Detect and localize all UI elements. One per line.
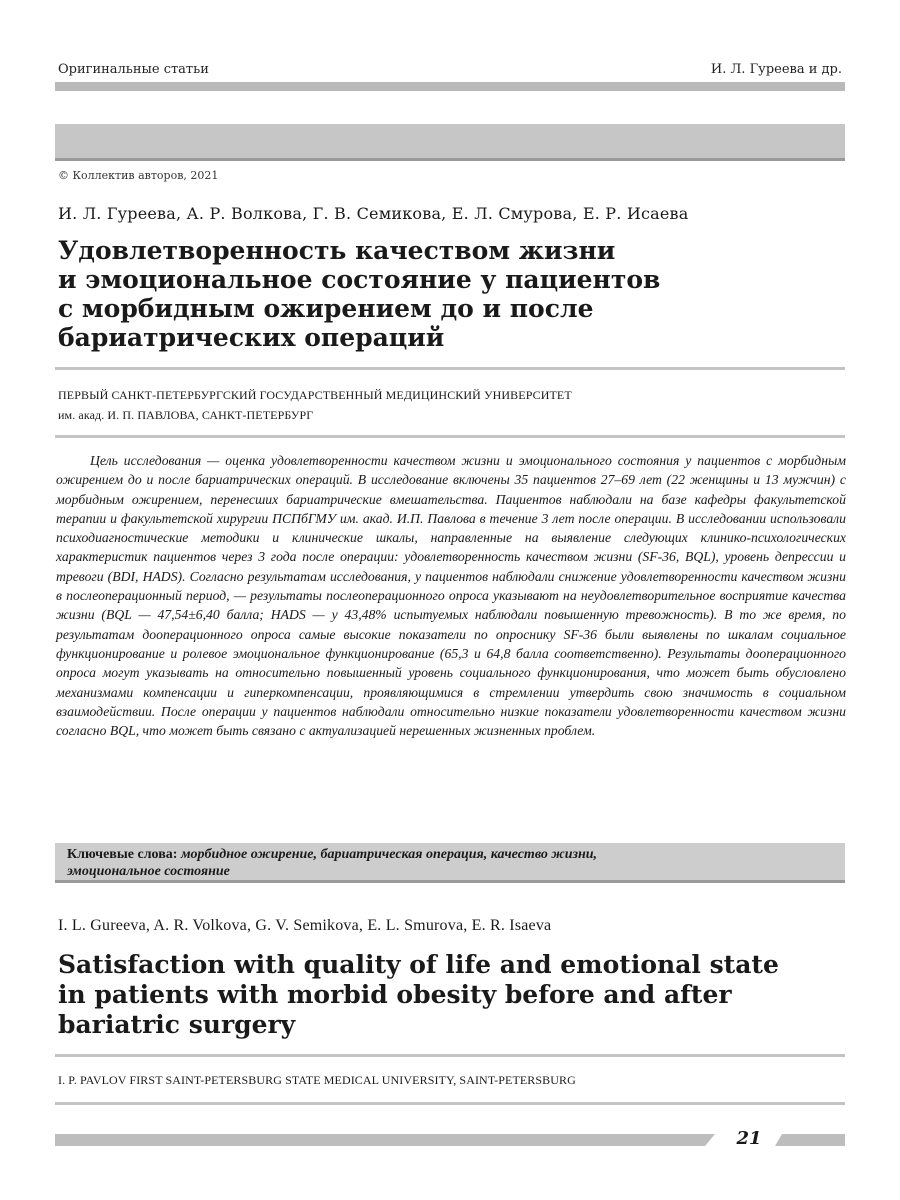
header-rule [55,82,845,91]
title-en-line-2: in patients with morbid obesity before and after [58,980,732,1009]
title-en-line-3: bariatric surgery [58,1010,296,1039]
title-ru-line-2: и эмоциональное состояние у пациентов [58,265,661,294]
affiliation-ru-line-2: им. акад. И. П. ПАВЛОВА, САНКТ-ПЕТЕРБУРГ [58,408,314,422]
title-rule-en [55,1054,845,1057]
article-title-ru [58,236,758,352]
authors-ru: И. Л. Гуреева, А. Р. Волкова, Г. В. Семикова, Е. Л. Смурова, Е. Р. Исаева [58,204,689,223]
running-head-authors: И. Л. Гуреева и др. [710,62,842,77]
abstract-ru: Цель исследования — оценка удовлетворенности качеством жизни и эмоционального состояния у пациентов с морбидным ожирением до и после бариатрических операций. В исследование включены 35 пациентов 27–69 лет (22 женщины и 13 мужчин) с морбидным ожирением, перенесших бариатрические вмешательства. Пациентов наблюдали на базе кафедры факультетской терапии и факультетской хирургии ПСПбГМУ им. акад. И.П. Павлова в течение 3 лет после операции. В исследовании использовали психодиагностические методики и клинические шкалы, направленные на выявление следующих клинико-психологических характеристик пациентов через 3 года после операции: удовлетворенность качеством жизни (SF-36, BQL), уровень депрессии и тревоги (BDI, HADS). Согласно результатам исследования, у пациентов наблюдали снижение удовлетворенности качеством жизни в послеоперационный период, — результаты послеоперационного опроса указывают на неудовлетворительное восприятие качества жизни (BQL — 47,54±6,40 балла; HADS — у 43,48% испытуемых наблюдали повышенную тревожность). В то же время, по результатам дооперационного опроса самые высокие показатели по опроснику SF-36 были выявлены по шкалам социальное функционирование и ролевое эмоциональное функционирование (65,3 и 64,8 балла соответственно). Результаты дооперационного опроса могут указывать на относительно повышенный уровень социального функционирования, что может быть обусловлено механизмами компенсации и гиперкомпенсации, проявляющимися в стремлении утвердить свою значимость в социальном взаимодействии. После операции у пациентов наблюдали относительно низкие показатели удовлетворенности качеством жизни согласно BQL, что может быть связано с актуализацией нерешенных жизненных проблем. [56,453,846,739]
affiliation-rule-en [55,1102,845,1105]
title-ru-line-1: Удовлетворенность качеством жизни [58,236,616,265]
affiliation-rule-ru [55,435,845,438]
keywords-label: Ключевые слова: [67,847,181,862]
header-band [55,124,845,161]
title-ru-line-4: бариатрических операций [58,323,445,352]
footer-bar-right [775,1134,845,1146]
affiliation-ru-line-1: ПЕРВЫЙ САНКТ-ПЕТЕРБУРГСКИЙ ГОСУДАРСТВЕННЫЙ МЕДИЦИНСКИЙ УНИВЕРСИТЕТ [58,388,572,402]
affiliation-en: I. P. PAVLOV FIRST SAINT-PETERSBURG STATE MEDICAL UNIVERSITY, SAINT-PETERSBURG [58,1073,576,1087]
affiliation-ru [58,385,818,425]
article-title-en [58,950,798,1040]
footer-bar-left [55,1134,715,1146]
keywords-line-2: эмоциональное состояние [67,864,230,879]
title-rule-ru [55,367,845,370]
title-ru-line-3: с морбидным ожирением до и после [58,294,594,323]
title-en-line-1: Satisfaction with quality of life and emotional state [58,950,779,979]
keywords-box [55,843,845,883]
running-head-section: Оригинальные статьи [58,62,209,77]
keywords-line-1: морбидное ожирение, бариатрическая операция, качество жизни, [180,847,598,862]
authors-en: I. L. Gureeva, A. R. Volkova, G. V. Semikova, E. L. Smurova, E. R. Isaeva [58,917,552,934]
page-number: 21 [736,1128,762,1149]
copyright-notice: © Коллектив авторов, 2021 [58,169,219,182]
